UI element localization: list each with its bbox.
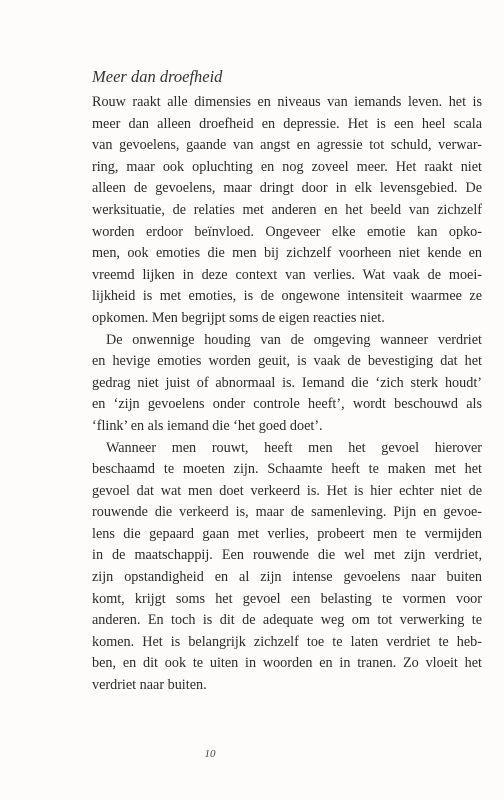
text-line: en hevige emoties worden geuit, is vaak de bevestiging dat het [92, 353, 482, 370]
text-line: en ‘zijn gevoelens onder controle heeft’, wordt beschouwd als [92, 396, 482, 413]
text-line: verdriet naar buiten. [92, 677, 207, 694]
text-line: lens die gepaard gaan met verlies, probeert men te vermijden [92, 525, 482, 542]
text-line: komt, krijgt soms het gevoel een belasting te vormen voor [92, 590, 482, 607]
text-line: opkomen. Men begrijpt soms de eigen reacties niet. [92, 309, 385, 326]
text-line: gevoel dat wat men doet verkeerd is. Het is hier echter niet de [92, 482, 482, 499]
paragraph-1 [92, 92, 482, 330]
text-line: worden erdoor beïnvloed. Ongeveer elke emotie kan opko- [92, 223, 482, 240]
text-line: men, ook emoties die men bij zichzelf voorheen niet kende en [92, 245, 482, 262]
text-line: ben, en dit ook te uiten in woorden en in tranen. Zo vloeit het [92, 655, 482, 672]
text-line: anderen. En toch is dit de adequate weg om tot verwerking te [92, 612, 482, 629]
text-line: De onwennige houding van de omgeving wanneer verdriet [106, 331, 482, 348]
text-line: ring, maar ook opluchting en nog zoveel meer. Het raakt niet [92, 158, 482, 175]
text-line: in de maatschappij. Een rouwende die wel met zijn verdriet, [92, 547, 482, 564]
section-heading: Meer dan droefheid [92, 67, 223, 86]
text-line: Rouw raakt alle dimensies en niveaus van iemands leven. het is [92, 94, 482, 110]
paragraph-3 [92, 438, 482, 697]
text-line: beschaamd te moeten zijn. Schaamte heeft te maken met het [92, 461, 482, 478]
text-line: werksituatie, de relaties met anderen en het beeld van zichzelf [92, 201, 482, 218]
text-line: van gevoelens, gaande van angst en agressie tot schuld, verwar- [92, 137, 482, 154]
text-line: rouwende die verkeerd is, maar de samenleving. Pijn en gevoe- [92, 504, 482, 521]
text-line: gedrag niet juist of abnormaal is. Iemand die ‘zich sterk houdt’ [92, 374, 482, 391]
text-line: ‘flink’ en als iemand die ‘het goed doet’. [92, 417, 323, 434]
text-line: meer dan alleen droefheid en depressie. Het is een heel scala [92, 115, 482, 132]
text-line: zijn opstandigheid en al zijn intense gevoelens naar buiten [92, 569, 482, 586]
text-line: alleen de gevoelens, maar dringt door in elk levensgebied. De [92, 180, 482, 197]
text-line: Wanneer men rouwt, heeft men het gevoel hierover [106, 439, 482, 456]
text-line: lijkheid is met emoties, is de ongewone intensiteit waarmee ze [92, 288, 482, 305]
paragraph-2 [92, 330, 482, 438]
body-text [92, 92, 482, 697]
text-line: vreemd lijken in deze context van verlies. Wat vaak de moei- [92, 266, 482, 283]
text-line: komen. Het is belangrijk zichzelf toe te laten verdriet te heb- [92, 633, 482, 650]
page-number: 10 [204, 748, 216, 760]
